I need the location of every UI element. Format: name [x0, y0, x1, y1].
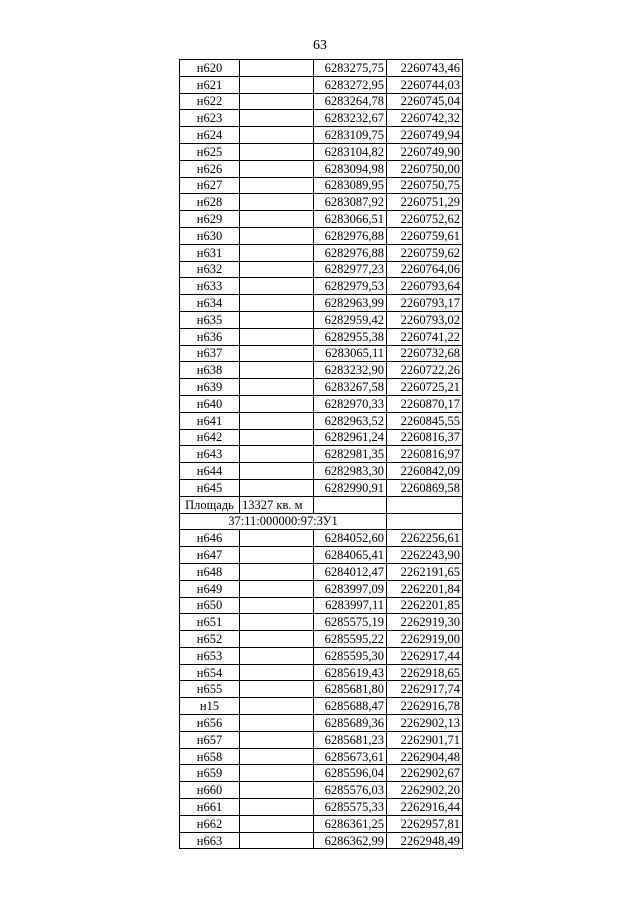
point-name: н646 — [180, 530, 240, 547]
empty-cell — [240, 227, 314, 244]
empty-cell — [240, 698, 314, 715]
x-coordinate: 6282961,24 — [314, 429, 387, 446]
table-row — [180, 244, 463, 261]
point-name: н650 — [180, 597, 240, 614]
cadastral-number: 37:11:000000:97:ЗУ1 — [180, 513, 387, 530]
table-row — [180, 832, 463, 849]
empty-cell — [240, 631, 314, 648]
y-coordinate: 2262191,65 — [387, 563, 463, 580]
table-row — [180, 160, 463, 177]
y-coordinate: 2262256,61 — [387, 530, 463, 547]
point-name: н653 — [180, 647, 240, 664]
point-name: н639 — [180, 379, 240, 396]
point-name: н645 — [180, 479, 240, 496]
y-coordinate: 2260744,03 — [387, 76, 463, 93]
table-row — [180, 278, 463, 295]
point-name: н626 — [180, 160, 240, 177]
point-name: н15 — [180, 698, 240, 715]
y-coordinate: 2262902,13 — [387, 715, 463, 732]
y-coordinate: 2260759,61 — [387, 227, 463, 244]
empty-cell — [240, 110, 314, 127]
empty-cell — [240, 261, 314, 278]
y-coordinate: 2262917,44 — [387, 647, 463, 664]
x-coordinate: 6282959,42 — [314, 311, 387, 328]
empty-cell — [240, 530, 314, 547]
y-coordinate: 2262901,71 — [387, 731, 463, 748]
empty-cell — [240, 278, 314, 295]
point-name: н642 — [180, 429, 240, 446]
table-row — [180, 647, 463, 664]
table-row — [180, 563, 463, 580]
x-coordinate: 6285689,36 — [314, 715, 387, 732]
x-coordinate: 6284052,60 — [314, 530, 387, 547]
empty-cell — [240, 479, 314, 496]
empty-cell — [240, 832, 314, 849]
point-name: н662 — [180, 815, 240, 832]
section-1-rows — [180, 60, 463, 497]
area-blank-cell — [387, 496, 463, 513]
y-coordinate: 2260870,17 — [387, 395, 463, 412]
table-row — [180, 765, 463, 782]
area-label: Площадь — [180, 496, 240, 513]
y-coordinate: 2262902,67 — [387, 765, 463, 782]
y-coordinate: 2262957,81 — [387, 815, 463, 832]
empty-cell — [240, 412, 314, 429]
point-name: н659 — [180, 765, 240, 782]
page-number: 63 — [313, 38, 327, 53]
empty-cell — [240, 614, 314, 631]
empty-cell — [240, 194, 314, 211]
x-coordinate: 6283065,11 — [314, 345, 387, 362]
table-row — [180, 782, 463, 799]
table-row — [180, 395, 463, 412]
table-row — [180, 681, 463, 698]
x-coordinate: 6283232,67 — [314, 110, 387, 127]
table-row — [180, 731, 463, 748]
table-row — [180, 547, 463, 564]
point-name: н636 — [180, 328, 240, 345]
cadastral-blank-cell — [387, 513, 463, 530]
cadastral-row — [180, 513, 463, 530]
point-name: н648 — [180, 563, 240, 580]
x-coordinate: 6282981,35 — [314, 446, 387, 463]
x-coordinate: 6282977,23 — [314, 261, 387, 278]
empty-cell — [240, 429, 314, 446]
empty-cell — [240, 211, 314, 228]
table-row — [180, 664, 463, 681]
empty-cell — [240, 295, 314, 312]
point-name: н633 — [180, 278, 240, 295]
empty-cell — [240, 547, 314, 564]
y-coordinate: 2260732,68 — [387, 345, 463, 362]
empty-cell — [240, 311, 314, 328]
area-row — [180, 496, 463, 513]
x-coordinate: 6283997,09 — [314, 580, 387, 597]
empty-cell — [240, 563, 314, 580]
point-name: н632 — [180, 261, 240, 278]
section-2-rows — [180, 530, 463, 849]
x-coordinate: 6282970,33 — [314, 395, 387, 412]
x-coordinate: 6285595,22 — [314, 631, 387, 648]
point-name: н641 — [180, 412, 240, 429]
x-coordinate: 6286361,25 — [314, 815, 387, 832]
table-row — [180, 412, 463, 429]
table-row — [180, 463, 463, 480]
point-name: н651 — [180, 614, 240, 631]
point-name: н661 — [180, 799, 240, 816]
table-row — [180, 815, 463, 832]
table-row — [180, 76, 463, 93]
empty-cell — [240, 60, 314, 77]
table-row — [180, 429, 463, 446]
y-coordinate: 2260743,46 — [387, 60, 463, 77]
y-coordinate: 2260749,94 — [387, 127, 463, 144]
area-value: 13327 кв. м — [240, 496, 314, 513]
point-name: н656 — [180, 715, 240, 732]
empty-cell — [240, 328, 314, 345]
point-name: н634 — [180, 295, 240, 312]
x-coordinate: 6283232,90 — [314, 362, 387, 379]
empty-cell — [240, 799, 314, 816]
table-row — [180, 479, 463, 496]
table-row — [180, 631, 463, 648]
coordinates-table — [179, 59, 463, 849]
y-coordinate: 2260722,26 — [387, 362, 463, 379]
table-row — [180, 177, 463, 194]
table-row — [180, 60, 463, 77]
x-coordinate: 6285681,80 — [314, 681, 387, 698]
x-coordinate: 6285688,47 — [314, 698, 387, 715]
table-row — [180, 748, 463, 765]
x-coordinate: 6285673,61 — [314, 748, 387, 765]
y-coordinate: 2262917,74 — [387, 681, 463, 698]
table-row — [180, 194, 463, 211]
y-coordinate: 2260745,04 — [387, 93, 463, 110]
table-row — [180, 345, 463, 362]
empty-cell — [240, 345, 314, 362]
x-coordinate: 6283089,95 — [314, 177, 387, 194]
point-name: н625 — [180, 143, 240, 160]
empty-cell — [240, 395, 314, 412]
x-coordinate: 6285576,03 — [314, 782, 387, 799]
empty-cell — [240, 379, 314, 396]
x-coordinate: 6282979,53 — [314, 278, 387, 295]
y-coordinate: 2260793,17 — [387, 295, 463, 312]
point-name: н628 — [180, 194, 240, 211]
x-coordinate: 6283109,75 — [314, 127, 387, 144]
x-coordinate: 6282963,52 — [314, 412, 387, 429]
empty-cell — [240, 362, 314, 379]
y-coordinate: 2262201,84 — [387, 580, 463, 597]
y-coordinate: 2260759,62 — [387, 244, 463, 261]
empty-cell — [240, 580, 314, 597]
y-coordinate: 2260869,58 — [387, 479, 463, 496]
table-row — [180, 127, 463, 144]
table-row — [180, 799, 463, 816]
x-coordinate: 6285619,43 — [314, 664, 387, 681]
point-name: н631 — [180, 244, 240, 261]
x-coordinate: 6284012,47 — [314, 563, 387, 580]
y-coordinate: 2260816,97 — [387, 446, 463, 463]
x-coordinate: 6285596,04 — [314, 765, 387, 782]
table-row — [180, 715, 463, 732]
y-coordinate: 2262948,49 — [387, 832, 463, 849]
x-coordinate: 6283997,11 — [314, 597, 387, 614]
empty-cell — [240, 76, 314, 93]
point-name: н640 — [180, 395, 240, 412]
y-coordinate: 2260793,02 — [387, 311, 463, 328]
table-row — [180, 261, 463, 278]
point-name: н624 — [180, 127, 240, 144]
x-coordinate: 6282983,30 — [314, 463, 387, 480]
empty-cell — [240, 731, 314, 748]
empty-cell — [240, 765, 314, 782]
point-name: н663 — [180, 832, 240, 849]
point-name: н657 — [180, 731, 240, 748]
table-row — [180, 580, 463, 597]
y-coordinate: 2260750,75 — [387, 177, 463, 194]
y-coordinate: 2262918,65 — [387, 664, 463, 681]
empty-cell — [240, 446, 314, 463]
y-coordinate: 2260842,09 — [387, 463, 463, 480]
x-coordinate: 6283267,58 — [314, 379, 387, 396]
empty-cell — [240, 715, 314, 732]
y-coordinate: 2260742,32 — [387, 110, 463, 127]
x-coordinate: 6282963,99 — [314, 295, 387, 312]
y-coordinate: 2262919,00 — [387, 631, 463, 648]
y-coordinate: 2262902,20 — [387, 782, 463, 799]
y-coordinate: 2260741,22 — [387, 328, 463, 345]
y-coordinate: 2262904,48 — [387, 748, 463, 765]
x-coordinate: 6283087,92 — [314, 194, 387, 211]
empty-cell — [240, 815, 314, 832]
point-name: н637 — [180, 345, 240, 362]
table-row — [180, 227, 463, 244]
point-name: н629 — [180, 211, 240, 228]
area-blank-cell — [314, 496, 387, 513]
point-name: н644 — [180, 463, 240, 480]
y-coordinate: 2260816,37 — [387, 429, 463, 446]
x-coordinate: 6283264,78 — [314, 93, 387, 110]
point-name: н620 — [180, 60, 240, 77]
empty-cell — [240, 748, 314, 765]
point-name: н660 — [180, 782, 240, 799]
x-coordinate: 6282976,88 — [314, 227, 387, 244]
empty-cell — [240, 244, 314, 261]
empty-cell — [240, 782, 314, 799]
x-coordinate: 6283066,51 — [314, 211, 387, 228]
x-coordinate: 6285595,30 — [314, 647, 387, 664]
empty-cell — [240, 597, 314, 614]
table-row — [180, 295, 463, 312]
x-coordinate: 6285681,23 — [314, 731, 387, 748]
table-row — [180, 530, 463, 547]
y-coordinate: 2262201,85 — [387, 597, 463, 614]
point-name: н630 — [180, 227, 240, 244]
empty-cell — [240, 681, 314, 698]
empty-cell — [240, 160, 314, 177]
y-coordinate: 2262916,78 — [387, 698, 463, 715]
x-coordinate: 6285575,19 — [314, 614, 387, 631]
table-row — [180, 446, 463, 463]
point-name: н621 — [180, 76, 240, 93]
point-name: н652 — [180, 631, 240, 648]
y-coordinate: 2262916,44 — [387, 799, 463, 816]
y-coordinate: 2260793,64 — [387, 278, 463, 295]
y-coordinate: 2260751,29 — [387, 194, 463, 211]
point-name: н647 — [180, 547, 240, 564]
table-row — [180, 362, 463, 379]
table-row — [180, 143, 463, 160]
y-coordinate: 2260752,62 — [387, 211, 463, 228]
empty-cell — [240, 127, 314, 144]
x-coordinate: 6283094,98 — [314, 160, 387, 177]
point-name: н658 — [180, 748, 240, 765]
table-row — [180, 597, 463, 614]
y-coordinate: 2260749,90 — [387, 143, 463, 160]
y-coordinate: 2260725,21 — [387, 379, 463, 396]
area-summary — [180, 496, 463, 530]
x-coordinate: 6282990,91 — [314, 479, 387, 496]
point-name: н643 — [180, 446, 240, 463]
empty-cell — [240, 93, 314, 110]
table-row — [180, 379, 463, 396]
x-coordinate: 6283272,95 — [314, 76, 387, 93]
point-name: н623 — [180, 110, 240, 127]
point-name: н627 — [180, 177, 240, 194]
y-coordinate: 2260764,06 — [387, 261, 463, 278]
x-coordinate: 6285575,33 — [314, 799, 387, 816]
x-coordinate: 6282955,38 — [314, 328, 387, 345]
y-coordinate: 2262919,30 — [387, 614, 463, 631]
table-row — [180, 328, 463, 345]
table-row — [180, 698, 463, 715]
point-name: н655 — [180, 681, 240, 698]
empty-cell — [240, 647, 314, 664]
empty-cell — [240, 143, 314, 160]
y-coordinate: 2260845,55 — [387, 412, 463, 429]
y-coordinate: 2262243,90 — [387, 547, 463, 564]
point-name: н635 — [180, 311, 240, 328]
table-row — [180, 311, 463, 328]
table-row — [180, 614, 463, 631]
table-row — [180, 211, 463, 228]
point-name: н654 — [180, 664, 240, 681]
y-coordinate: 2260750,00 — [387, 160, 463, 177]
x-coordinate: 6283275,75 — [314, 60, 387, 77]
empty-cell — [240, 664, 314, 681]
point-name: н622 — [180, 93, 240, 110]
table-row — [180, 110, 463, 127]
empty-cell — [240, 463, 314, 480]
x-coordinate: 6286362,99 — [314, 832, 387, 849]
x-coordinate: 6282976,88 — [314, 244, 387, 261]
table-row — [180, 93, 463, 110]
x-coordinate: 6283104,82 — [314, 143, 387, 160]
point-name: н649 — [180, 580, 240, 597]
point-name: н638 — [180, 362, 240, 379]
x-coordinate: 6284065,41 — [314, 547, 387, 564]
empty-cell — [240, 177, 314, 194]
